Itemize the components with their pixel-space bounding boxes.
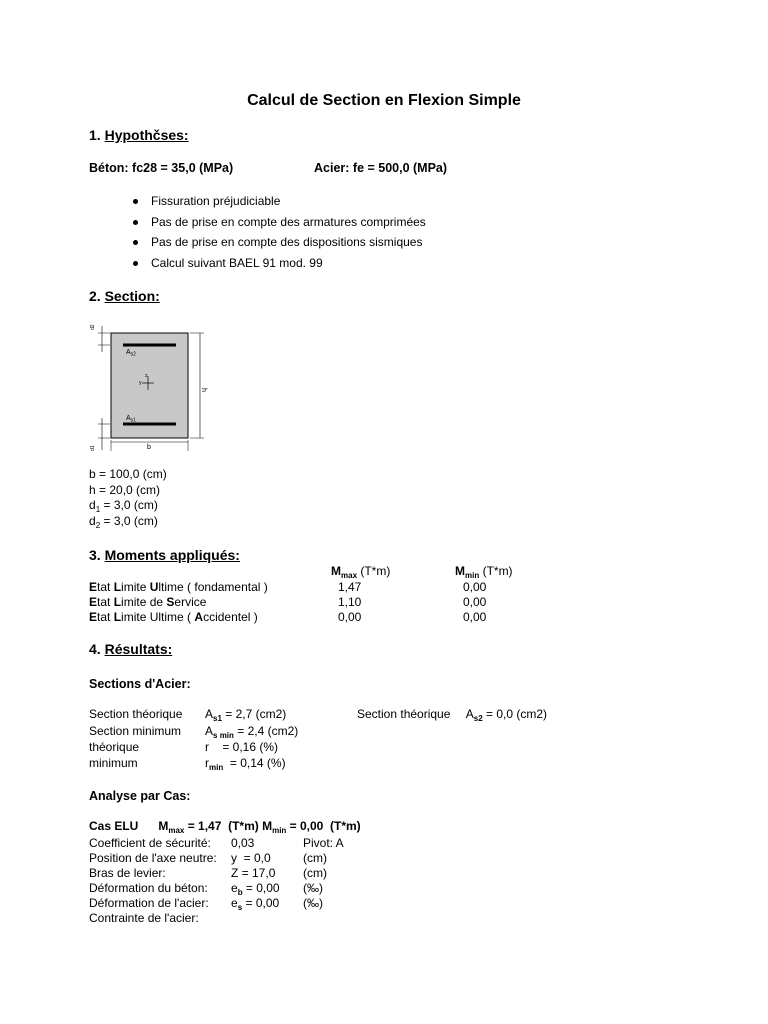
moments-row: [89, 610, 509, 625]
cas-row-label: Bras de levier:: [89, 866, 166, 880]
dimension-d2: $d_2 = 3,0$ (cm): [89, 513, 158, 530]
cas-row-label: Coefficient de sécurité:: [89, 836, 211, 850]
dimension-h: h = 20,0 (cm): [89, 482, 161, 497]
cas-elu-table: [89, 836, 489, 926]
hypotheses-heading: [89, 127, 189, 143]
steel-row-as2: Section théorique $A_{s2} = 0,0$ (cm2): [357, 707, 548, 723]
list-item: Calcul suivant BAEL 91 mod. 99: [133, 253, 426, 274]
cas-row-label: Déformation du béton:: [89, 881, 208, 895]
section-dimensions: [89, 467, 167, 529]
results-title: Résultats:: [104, 641, 173, 657]
cas-row-label: Contrainte de l'acier:: [89, 911, 199, 925]
page-title: Calcul de Section en Flexion Simple: [247, 92, 521, 109]
hypotheses-title: Hypothčses:: [104, 127, 189, 143]
moments-row: [89, 580, 509, 595]
section-title: Section:: [104, 288, 160, 304]
cas-row-value: 0,03: [231, 836, 255, 850]
moments-num: 3.: [89, 547, 101, 563]
moments-col-max: $M_{max}$ (T*m): [331, 564, 391, 580]
cas-row-value: $e_s = 0,00$: [231, 896, 280, 912]
list-item: Pas de prise en compte des armatures comprimées: [133, 212, 426, 233]
list-item: Pas de prise en compte des dispositions sismiques: [133, 232, 426, 253]
results-heading: [89, 641, 172, 657]
section-num: 2.: [89, 288, 101, 304]
moments-min-value: 0,00: [463, 595, 487, 609]
dimension-d1: $d_1 = 3,0$ (cm): [89, 498, 158, 514]
moments-row-label: Etat Limite de Service: [89, 595, 207, 609]
sections-acier-heading: Sections d'Acier:: [89, 677, 191, 691]
moments-max-value: 0,00: [338, 610, 362, 624]
moments-heading: [89, 547, 240, 563]
moments-max-value: 1,10: [338, 595, 362, 609]
cas-row: [89, 851, 489, 866]
steel-row: minimum $r_{min} = 0,14$ (%): [89, 755, 286, 772]
moments-max-value: 1,47: [338, 580, 362, 594]
moments-row-label: Etat Limite Ultime ( Accidentel ): [89, 610, 258, 624]
section-diagram: [88, 318, 213, 458]
steel-results: [89, 707, 299, 772]
steel-row: Section minimum $A_{s min} = 2,4$ (cm2): [89, 723, 299, 740]
analyse-heading: Analyse par Cas:: [89, 789, 191, 803]
moments-title: Moments appliqués:: [104, 547, 240, 563]
cas-row: [89, 836, 489, 851]
z-label: z: [145, 373, 148, 379]
acier-spec: Acier: fe = 500,0 (MPa): [314, 161, 448, 175]
moments-min-value: 0,00: [463, 580, 487, 594]
h-label: h: [200, 388, 207, 392]
b-label: b: [147, 444, 151, 451]
steel-row: théorique r = 0,16 (%): [89, 740, 279, 754]
moments-min-value: 0,00: [463, 610, 487, 624]
beton-spec: Béton: fc28 = 35,0 (MPa): [89, 161, 234, 175]
cas-row-unit: (cm): [303, 851, 327, 865]
cas-row-value: Z = 17,0: [231, 866, 276, 880]
moments-row: [89, 595, 509, 610]
results-num: 4.: [89, 641, 101, 657]
cas-row-unit: (‰): [303, 896, 323, 910]
list-item: Fissuration préjudiciable: [133, 191, 426, 212]
cas-row: [89, 866, 489, 881]
cas-row-unit: Pivot: A: [303, 836, 344, 850]
moments-row-label: Etat Limite Ultime ( fondamental ): [89, 580, 268, 594]
dimension-b: b = 100,0 (cm): [89, 467, 167, 481]
d2-label: d2: [90, 324, 96, 330]
steel-row: Section théorique $A_{s1} = 2,7$ (cm2): [89, 707, 287, 723]
as2-label: $A_{s2}$: [126, 349, 136, 358]
moments-table: [89, 580, 509, 625]
y-label: y: [139, 380, 142, 386]
cas-row: [89, 911, 489, 926]
d1-label: d1: [90, 445, 96, 451]
cas-row-unit: (‰): [303, 881, 323, 895]
concrete-section: [111, 333, 188, 438]
cas-row-value: $e_b = 0,00$: [231, 881, 280, 897]
cas-row-unit: (cm): [303, 866, 327, 880]
section-heading: [89, 288, 160, 304]
as1-label: $A_{s1}$: [126, 415, 136, 424]
hypotheses-num: 1.: [89, 127, 101, 143]
moments-col-min: $M_{min}$ (T*m): [455, 564, 513, 580]
cas-row: [89, 896, 489, 911]
cas-row: [89, 881, 489, 896]
cas-row-label: Position de l'axe neutre:: [89, 851, 217, 865]
hypotheses-list: [133, 191, 426, 273]
cas-row-label: Déformation de l'acier:: [89, 896, 209, 910]
cas-elu-header: Cas ELU $M_{max} = 1,47$ (T*m) $M_{min} = 0,00$ (T*m): [89, 819, 361, 835]
cas-row-value: y = 0,0: [231, 851, 271, 865]
